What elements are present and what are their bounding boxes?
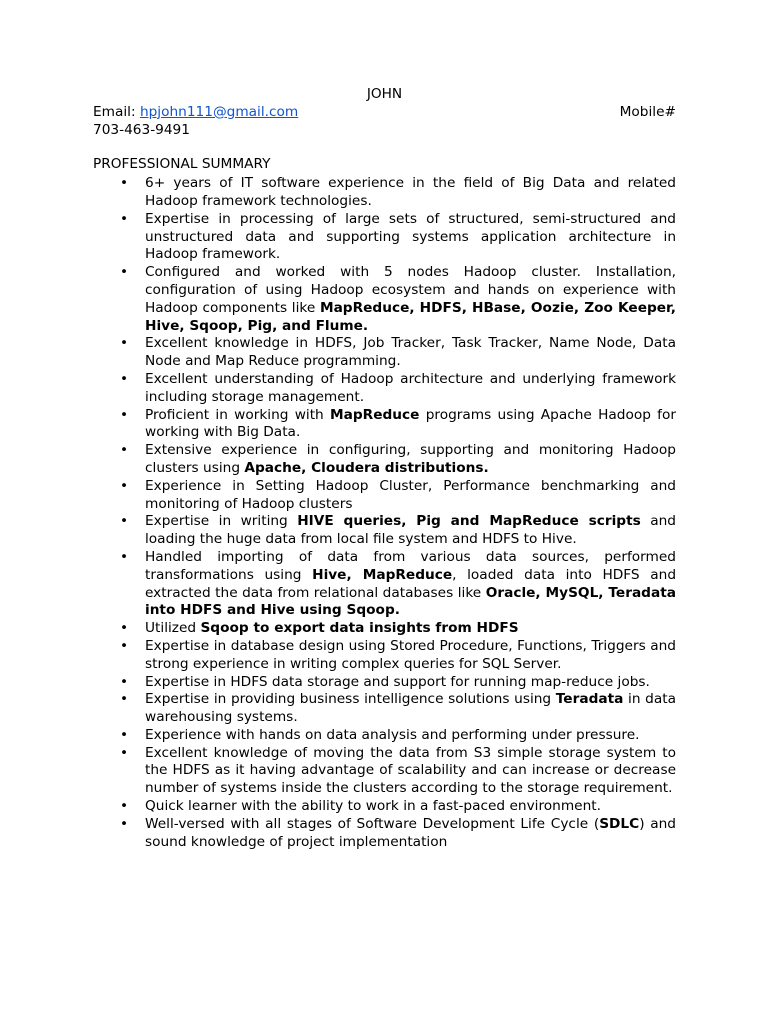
summary-bullet-item: [93, 620, 676, 638]
bullet-text-bold: HIVE queries, Pig and MapReduce scripts: [297, 513, 641, 530]
bullet-text: Expertise in providing business intelligence solutions using: [145, 691, 556, 708]
bullet-text: and loading the huge data from local file system and HDFS to Hive.: [145, 513, 676, 548]
bullet-text-bold: SDLC: [599, 815, 640, 832]
bullet-text-bold: Apache, Cloudera distributions.: [244, 459, 489, 476]
email-link[interactable]: hpjohn111@gmail.com: [139, 103, 299, 120]
summary-bullet-item: [93, 335, 676, 371]
bullet-text: Expertise in processing of large sets of structured, semi-structured and unstructured data and supporting systems application architecture in Hadoop framework.: [145, 210, 676, 263]
bullet-text: Proficient in working with: [145, 406, 331, 423]
bullet-text: Experience with hands on data analysis and performing under pressure.: [145, 726, 640, 743]
summary-bullet-item: [93, 745, 676, 798]
summary-bullet-item: [93, 407, 676, 443]
bullet-text: 6+ years of IT software experience in the field of Big Data and related Hadoop framework technologies.: [145, 175, 676, 209]
bullet-text: Utilized: [145, 620, 201, 637]
summary-bullet-item: [93, 211, 676, 264]
summary-bullet-item: [93, 727, 676, 745]
bullet-text: Extensive experience in configuring, supporting and monitoring Hadoop clusters using: [145, 442, 676, 476]
bullet-text: , loaded data into HDFS and extracted the data from relational databases like: [145, 566, 677, 601]
bullet-icon: •: [120, 691, 129, 708]
bullet-icon: •: [120, 406, 129, 423]
phone-number: 703-463-9491: [93, 121, 190, 138]
bullet-text: Handled importing of data from various data sources, performed transformations using: [145, 548, 676, 583]
bullet-icon: •: [120, 175, 129, 192]
summary-bullet-item: [93, 264, 676, 335]
bullet-text-bold: Teradata: [555, 691, 624, 708]
summary-bullet-item: [93, 816, 676, 852]
email-group: [93, 104, 298, 122]
bullet-icon: •: [120, 442, 129, 459]
bullet-icon: •: [120, 815, 129, 832]
bullet-icon: •: [120, 744, 129, 761]
bullet-text: Excellent knowledge of moving the data from S3 simple storage system to the HDFS as it having advantage of scalability and can increase or decrease number of systems inside the clusters according to the storage requirement.: [145, 744, 676, 797]
summary-bullet-item: [93, 478, 676, 514]
bullet-text-bold: Oracle, MySQL, Teradata into HDFS and Hive using Sqoop.: [145, 584, 676, 619]
bullet-text: Experience in Setting Hadoop Cluster, Performance benchmarking and monitoring of Hadoop clusters: [145, 477, 676, 512]
bullet-text: Excellent knowledge in HDFS, Job Tracker, Task Tracker, Name Node, Data Node and Map Reduce programming.: [145, 335, 676, 370]
bullet-text-bold: MapReduce: [330, 406, 420, 423]
bullet-icon: •: [120, 264, 129, 281]
summary-bullet-item: [93, 442, 676, 478]
summary-list: [93, 175, 676, 851]
bullet-icon: •: [120, 548, 129, 565]
summary-bullet-item: [93, 371, 676, 407]
bullet-icon: •: [120, 210, 129, 227]
bullet-text: programs using Apache Hadoop for working with Big Data.: [145, 406, 676, 441]
candidate-name: JOHN: [366, 86, 403, 102]
bullet-text: in data warehousing systems.: [145, 691, 677, 726]
bullet-icon: •: [120, 370, 129, 387]
contact-line: [93, 104, 676, 122]
bullet-text-bold: MapReduce, HDFS, HBase, Oozie, Zoo Keeper, Hive, Sqoop, Pig, and Flume.: [145, 299, 676, 334]
resume-page: [93, 86, 676, 851]
bullet-icon: •: [120, 620, 129, 637]
bullet-text: Expertise in writing: [145, 513, 298, 530]
bullet-text: ) and sound knowledge of project implementation: [145, 815, 676, 850]
bullet-text: Configured and worked with 5 nodes Hadoop cluster. Installation, configuration of using Hadoop ecosystem and hands on experience with Hadoop components like: [145, 264, 676, 316]
summary-bullet-item: [93, 691, 676, 727]
bullet-text: Expertise in database design using Stored Procedure, Functions, Triggers and strong experience in writing complex queries for SQL Server.: [145, 637, 676, 672]
bullet-icon: •: [120, 798, 129, 815]
bullet-icon: •: [120, 335, 129, 352]
bullet-text: Quick learner with the ability to work in a fast-paced environment.: [145, 798, 601, 815]
bullet-text: Excellent understanding of Hadoop architecture and underlying framework including storage management.: [145, 370, 676, 405]
bullet-text-bold: Hive, MapReduce: [312, 566, 453, 583]
mobile-label: Mobile#: [619, 103, 676, 120]
bullet-text: Expertise in HDFS data storage and support for running map-reduce jobs.: [145, 673, 650, 690]
bullet-icon: •: [120, 513, 129, 530]
summary-bullet-item: [93, 175, 676, 211]
summary-bullet-item: [93, 674, 676, 692]
bullet-text: Well-versed with all stages of Software Development Life Cycle (: [145, 815, 600, 832]
bullet-icon: •: [120, 673, 129, 690]
summary-bullet-item: [93, 638, 676, 674]
bullet-icon: •: [120, 637, 129, 654]
section-title-professional-summary: PROFESSIONAL SUMMARY: [93, 156, 271, 173]
bullet-icon: •: [120, 726, 129, 743]
bullet-icon: •: [120, 477, 129, 494]
summary-bullet-item: [93, 513, 676, 549]
summary-bullet-item: [93, 549, 676, 620]
bullet-text-bold: Sqoop to export data insights from HDFS: [200, 620, 519, 637]
email-label: Email:: [93, 103, 140, 120]
summary-bullet-item: [93, 798, 676, 816]
